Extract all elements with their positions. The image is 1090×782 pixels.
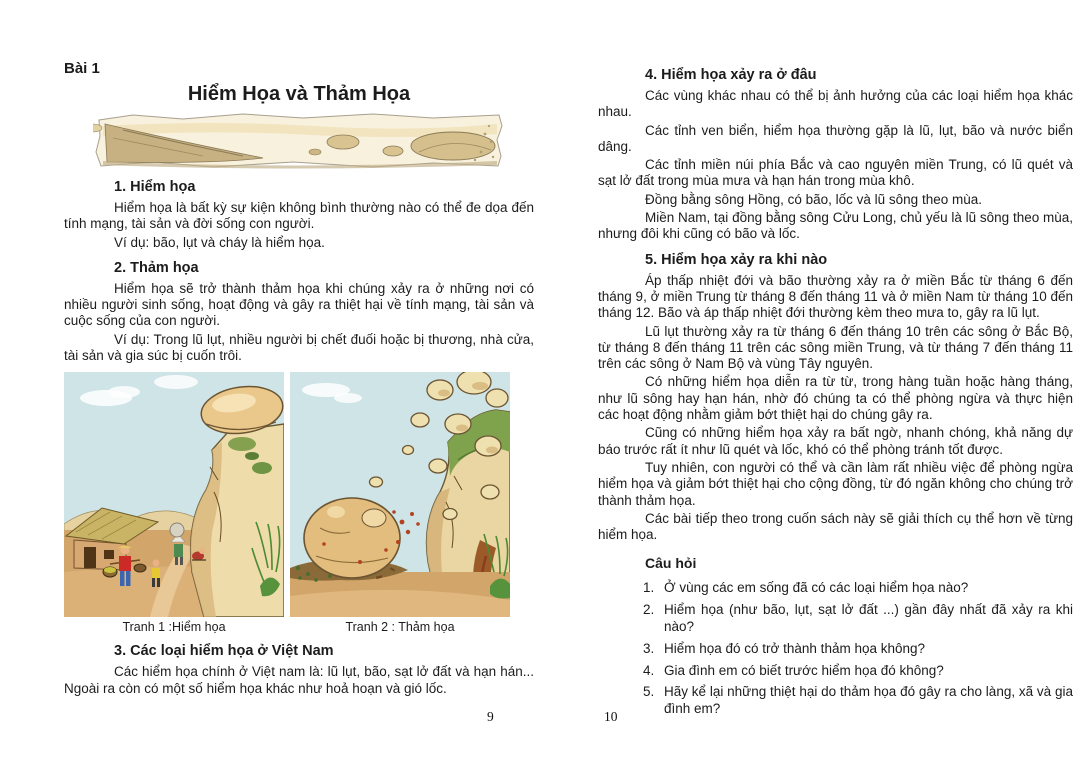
figure-hazard <box>64 372 284 634</box>
section-2-paragraph: Hiểm họa sẽ trở thành thảm họa khi chúng xảy ra ở những nơi có nhiều người sinh sống, hoạt động và gây ra thiệt hại về tính mạng, tài sản và cuộc sống của con người. <box>64 280 534 329</box>
section-5-paragraph-2: Lũ lụt thường xảy ra từ tháng 6 đến tháng 10 trên các sông ở Bắc Bộ, từ tháng 8 đến tháng 11 trên các sông miền Trung, và từ tháng 7 đến tháng 11 trên các sông ở Nam Bộ và vùng Tây nguyên. <box>598 323 1073 372</box>
section-4-paragraph-2: Các tỉnh ven biển, hiểm họa thường gặp là lũ, lụt, bão và nước biển dâng. <box>598 122 1073 154</box>
question-3-text: Hiểm họa đó có trở thành thảm họa không? <box>664 640 926 656</box>
section-2-example: Ví dụ: Trong lũ lụt, nhiều người bị chết đuối hoặc bị thương, nhà cửa, tài sản và gia súc bị cuốn trôi. <box>64 331 534 364</box>
section-5-paragraph-4: Cũng có những hiểm họa xảy ra bất ngờ, nhanh chóng, khả năng dự báo trước rất ít như lũ quét và lốc, khó có thể phòng tránh tốt được. <box>598 425 1073 457</box>
page-number-left: 9 <box>487 709 494 724</box>
question-4-text: Gia đình em có biết trước hiểm họa đó không? <box>664 662 944 678</box>
section-4-paragraph-4: Đồng bằng sông Hồng, có bão, lốc và lũ sông theo mùa. <box>645 191 982 207</box>
page-right <box>598 58 1073 723</box>
section-5-heading: 5. Hiểm họa xảy ra khi nào <box>645 251 828 268</box>
section-1-paragraph: Hiểm họa là bất kỳ sự kiện không bình thường nào có thể đe dọa đến tính mạng, tài sản và đời sống con người. <box>64 200 534 232</box>
question-3 <box>598 641 1073 658</box>
section-5-paragraph-5: Tuy nhiên, con người có thể và cần làm rất nhiều việc để phòng ngừa hiểm họa và giảm bớt thiệt hại cho cộng đồng, từ đó ngăn không cho chúng trở thành thảm họa. <box>598 459 1073 508</box>
section-4-paragraph-3: Các tỉnh miền núi phía Bắc và cao nguyên miền Trung, có lũ quét và sạt lở đất trong mùa mưa và hạn hán trong mùa khô. <box>598 157 1073 189</box>
section-3-paragraph: Các hiểm họa chính ở Việt nam là: lũ lụt, bão, sạt lở đất và hạn hán... Ngoài ra còn có một số hiểm họa khác như hoả hoạn và gió lốc. <box>64 664 534 696</box>
question-1 <box>598 580 1073 597</box>
question-5-text: Hãy kể lại những thiệt hại do thảm họa đó gây ra cho làng, xã và gia đình em? <box>664 684 1073 717</box>
page-number-right: 10 <box>604 709 618 724</box>
section-4-paragraph-1: Các vùng khác nhau có thể bị ảnh hưởng của các loại hiểm họa khác nhau. <box>598 88 1073 120</box>
hazard-illustration <box>64 372 284 617</box>
question-5 <box>598 684 1073 718</box>
section-2-heading: 2. Thảm họa <box>114 259 199 276</box>
page-title: Hiểm Họa và Thảm Họa <box>187 83 411 105</box>
figure-row <box>64 372 534 634</box>
figure-1-caption: Tranh 1 :Hiểm họa <box>122 620 226 635</box>
section-5-paragraph-6: Các bài tiếp theo trong cuốn sách này sẽ giải thích cụ thể hơn về từng hiểm họa. <box>598 510 1073 543</box>
section-5-paragraph-3: Có những hiểm họa diễn ra từ từ, trong hàng tuần hoặc hàng tháng, như lũ sông hay hạn hán, nhờ đó chúng ta có thể phòng ngừa và thực hiện các hoạt động nhằm giảm bớt thiệt hại do chúng gây ra. <box>598 374 1073 423</box>
question-2-number: 2. <box>643 602 655 618</box>
section-1-heading: 1. Hiểm họa <box>114 179 196 195</box>
question-4 <box>598 663 1073 680</box>
banner-illustration <box>93 112 505 170</box>
section-4-paragraph-5: Miền Nam, tại đồng bằng sông Cửu Long, chủ yếu là lũ sông theo mùa, nhưng đôi khi cũng có bão và lốc. <box>598 210 1073 242</box>
question-2-text: Hiểm họa (như bão, lụt, sạt lở đất ...) gần đây nhất đã xảy ra khi nào? <box>664 602 1073 635</box>
lesson-label: Bài 1 <box>64 60 100 77</box>
section-5-paragraph-1: Áp thấp nhiệt đới và bão thường xảy ra ở miền Bắc từ tháng 6 đến tháng 9, ở miền Trung từ tháng 8 đến tháng 11 và ở miền Nam từ tháng 10 đến tháng 12. Bão và áp thấp nhiệt đới thường kèm theo mưa to, gây ra lũ lụt. <box>598 272 1073 321</box>
disaster-illustration <box>290 372 510 617</box>
question-1-text: Ở vùng các em sống đã có các loại hiểm họa nào? <box>664 580 969 596</box>
question-4-number: 4. <box>643 662 655 678</box>
question-1-number: 1. <box>643 580 655 596</box>
figure-2-caption: Tranh 2 : Thảm họa <box>345 620 455 635</box>
page-left <box>64 60 534 699</box>
question-5-number: 5. <box>643 684 655 700</box>
question-3-number: 3. <box>643 640 655 656</box>
section-4-heading: 4. Hiểm họa xảy ra ở đâu <box>645 67 817 83</box>
questions-heading: Câu hỏi <box>645 555 697 572</box>
section-3-heading: 3. Các loại hiểm họa ở Việt Nam <box>114 643 334 660</box>
figure-disaster <box>290 372 510 634</box>
section-1-example: Ví dụ: bão, lụt và cháy là hiểm họa. <box>114 234 325 250</box>
question-2 <box>598 602 1073 636</box>
